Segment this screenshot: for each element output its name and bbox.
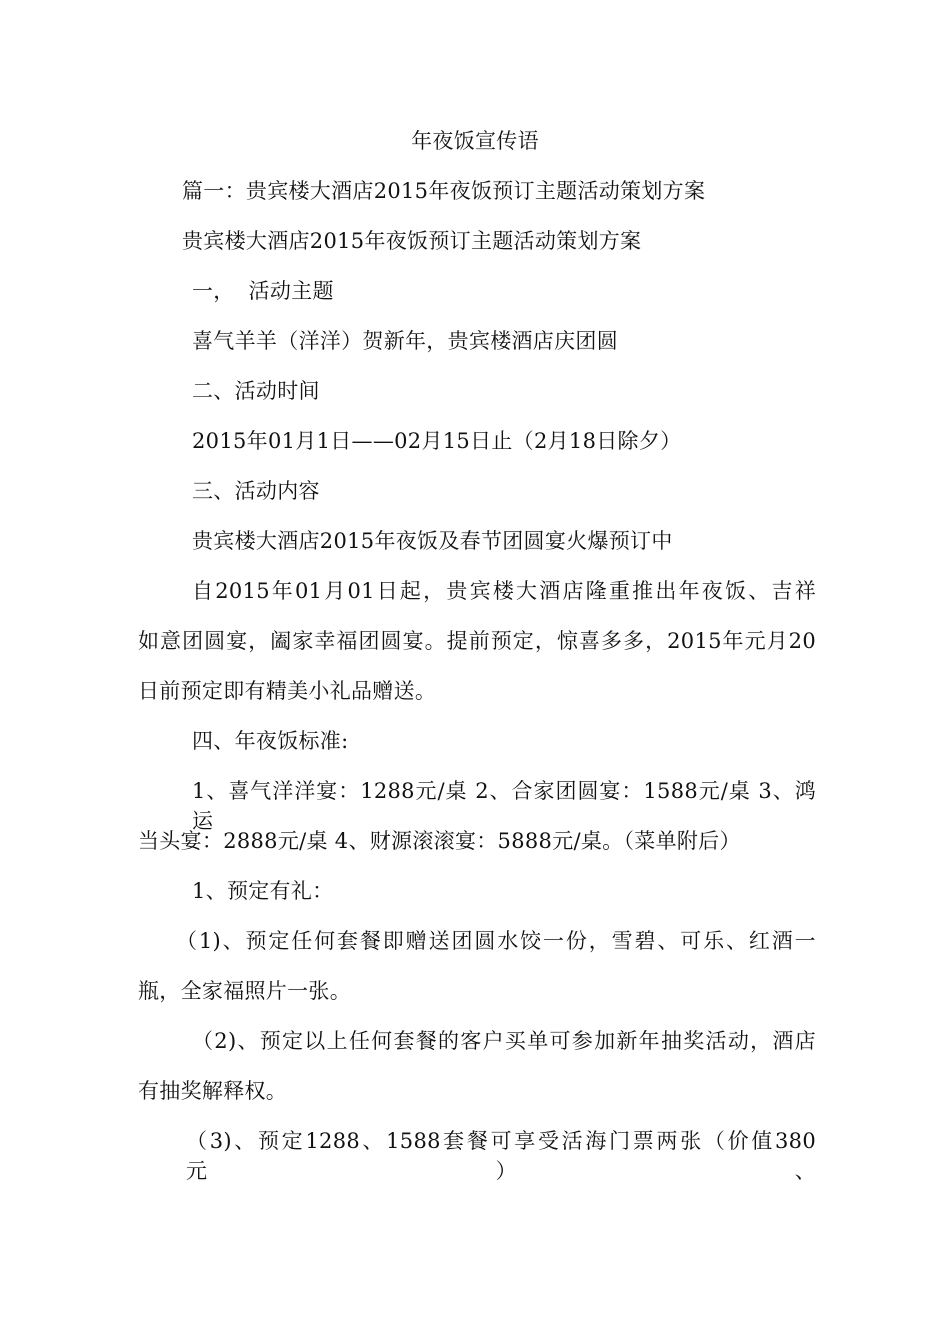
gift2-line: （2)、预定以上任何套餐的客户买单可参加新年抽奖活动，酒店 — [192, 1029, 816, 1053]
section4-para-line: 1、喜气洋洋宴：1288元/桌 2、合家团圆宴：1588元/桌 3、鸿运 — [192, 779, 816, 833]
gift1-line: 瓶，全家福照片一张。 — [138, 979, 351, 1003]
gift1-line: （1)、预定任何套餐即赠送团圆水饺一份，雪碧、可乐、红酒一 — [176, 929, 816, 953]
chapter-heading: 篇一：贵宾楼大酒店2015年夜饭预订主题活动策划方案 — [182, 179, 706, 203]
section2-text: 2015年01月1日——02月15日止（2月18日除夕） — [192, 429, 682, 453]
gift-heading: 1、预定有礼： — [192, 879, 334, 903]
gift3-line: （3)、预定1288、1588套餐可享受活海门票两张（价值380元）、 — [186, 1129, 816, 1183]
section3-heading: 三、活动内容 — [192, 479, 320, 503]
section3-para-line: 日前预定即有精美小礼品赠送。 — [138, 679, 437, 703]
section1-heading: 一， 活动主题 — [192, 279, 334, 303]
section4-heading: 四、年夜饭标准: — [192, 729, 349, 753]
document-title: 年夜饭宣传语 — [411, 129, 539, 153]
section1-text: 喜气羊羊（洋洋）贺新年，贵宾楼酒店庆团圆 — [192, 329, 618, 353]
section3-text: 贵宾楼大酒店2015年夜饭及春节团圆宴火爆预订中 — [192, 529, 673, 553]
plan-title: 贵宾楼大酒店2015年夜饭预订主题活动策划方案 — [182, 229, 642, 253]
gift2-line: 有抽奖解释权。 — [138, 1079, 288, 1103]
section4-para-line: 当头宴：2888元/桌 4、财源滚滚宴：5888元/桌。（菜单附后） — [138, 829, 741, 853]
section2-heading: 二、活动时间 — [192, 379, 320, 403]
section3-para-line: 如意团圆宴，阖家幸福团圆宴。提前预定，惊喜多多，2015年元月20 — [138, 629, 816, 653]
section3-para-line: 自2015年01月01日起，贵宾楼大酒店隆重推出年夜饭、吉祥 — [192, 579, 816, 603]
